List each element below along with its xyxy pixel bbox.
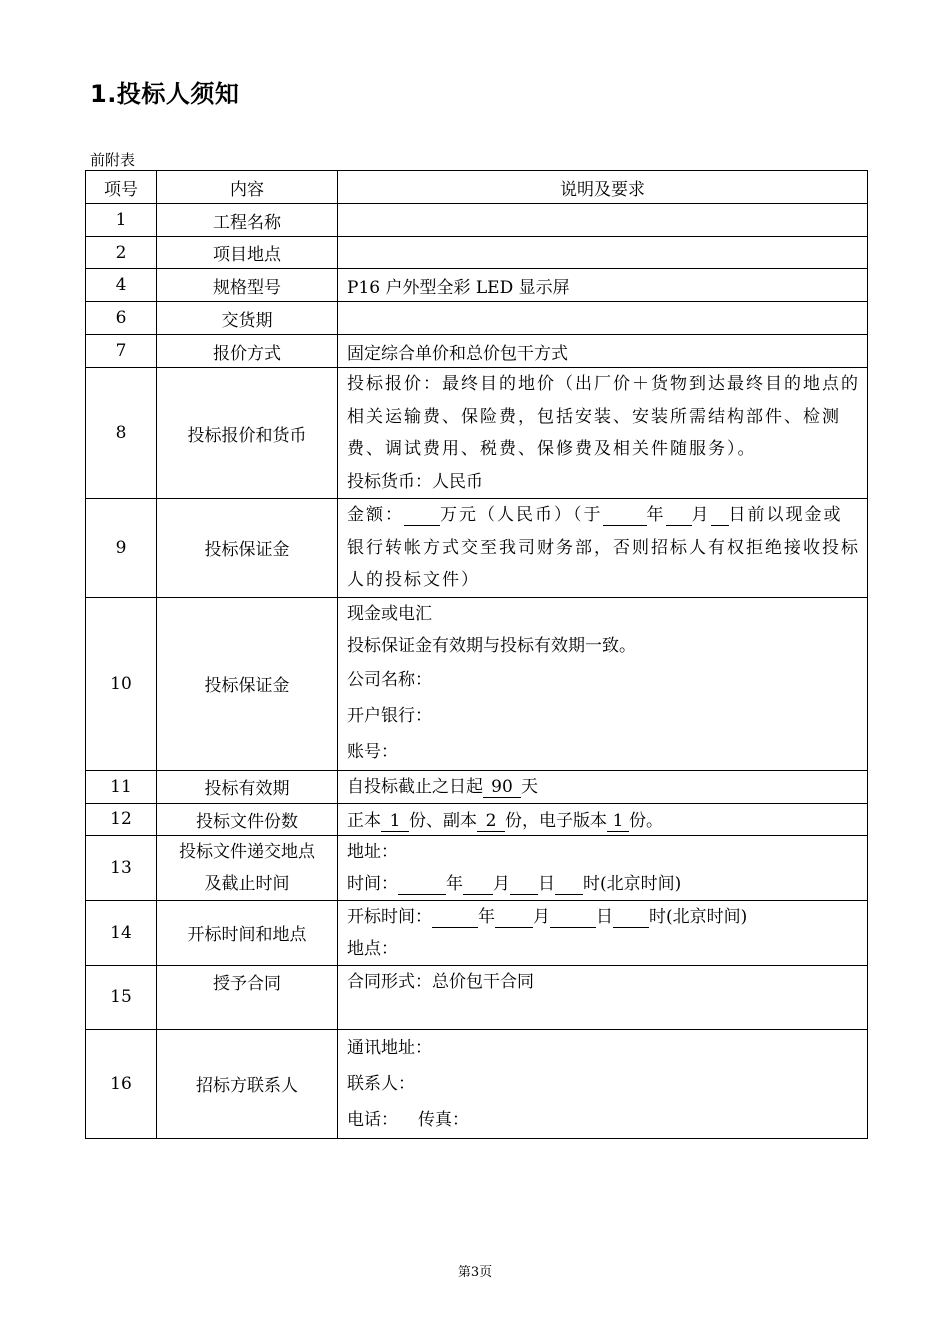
row-no: 1 xyxy=(86,204,157,237)
row-no: 9 xyxy=(86,499,157,598)
deposit-tail: 日前以现金或银行转帐方式交至我司财务部，否则招标人有权拒绝接收投标人的投标文件） xyxy=(347,505,860,590)
bid-currency-text: 投标货币：人民币 xyxy=(347,471,483,492)
copy-label: 份、副本 xyxy=(409,811,477,831)
row-desc xyxy=(338,368,868,499)
table-row xyxy=(86,770,868,803)
month-label: 月 xyxy=(691,505,711,525)
contract-form: 合同形式：总价包干合同 xyxy=(347,971,534,992)
row-item: 规格型号 xyxy=(157,269,338,302)
table-header-row xyxy=(86,171,868,204)
row-desc xyxy=(338,499,868,598)
header-desc: 说明及要求 xyxy=(338,171,868,204)
day-label: 日 xyxy=(596,906,613,927)
contact-address-label: 通讯地址： xyxy=(347,1037,432,1058)
row-desc xyxy=(338,597,868,770)
row-no: 13 xyxy=(86,835,157,900)
header-item: 内容 xyxy=(157,171,338,204)
year-blank xyxy=(603,505,647,526)
row-desc xyxy=(338,237,868,269)
row-item: 投标有效期 xyxy=(157,770,338,803)
row-no: 11 xyxy=(86,770,157,803)
opening-time-label: 开标时间： xyxy=(347,906,432,927)
table-row xyxy=(86,900,868,965)
bid-info-table xyxy=(85,170,868,1139)
row-no: 7 xyxy=(86,335,157,368)
row-item: 开标时间和地点 xyxy=(157,900,338,965)
month-label: 月 xyxy=(493,873,510,894)
month-blank xyxy=(666,505,692,526)
row-item: 项目地点 xyxy=(157,237,338,269)
row-no: 14 xyxy=(86,900,157,965)
day-label: 日 xyxy=(538,873,555,894)
fax-label: 传真： xyxy=(418,1109,469,1130)
bank-label: 开户银行： xyxy=(347,705,432,726)
hour-blank xyxy=(613,907,649,928)
year-label: 年 xyxy=(478,906,495,927)
opening-time-line xyxy=(347,901,861,933)
row-desc xyxy=(338,302,868,335)
row-desc xyxy=(338,965,868,1029)
table-row xyxy=(86,499,868,598)
month-blank xyxy=(463,874,493,895)
row-item: 投标报价和货币 xyxy=(157,368,338,499)
deadline-line xyxy=(347,868,861,900)
row-no: 15 xyxy=(86,965,157,1029)
original-count: 1 xyxy=(381,811,409,832)
row-no: 10 xyxy=(86,597,157,770)
row-item: 授予合同 xyxy=(157,965,338,1029)
row-desc xyxy=(338,803,868,835)
row-desc: P16 户外型全彩 LED 显示屏 xyxy=(338,269,868,302)
hour-label: 时(北京时间) xyxy=(649,906,748,927)
day-blank xyxy=(711,505,729,526)
year-blank xyxy=(432,907,478,928)
row-desc: 固定综合单价和总价包干方式 xyxy=(338,335,868,368)
row-item: 交货期 xyxy=(157,302,338,335)
row-desc xyxy=(338,835,868,900)
copy-count: 2 xyxy=(477,811,505,832)
row-item: 报价方式 xyxy=(157,335,338,368)
hour-label: 时(北京时间) xyxy=(583,873,682,894)
row-item: 工程名称 xyxy=(157,204,338,237)
hour-blank xyxy=(555,874,583,895)
month-blank xyxy=(495,907,533,928)
month-label: 月 xyxy=(533,906,550,927)
amount-label: 金额： xyxy=(347,505,404,525)
contact-person-label: 联系人： xyxy=(347,1073,415,1094)
wan-text: 万元（人民币）（于 xyxy=(440,505,603,525)
payment-method: 现金或电汇 xyxy=(347,603,432,624)
table-row xyxy=(86,302,868,335)
table-row xyxy=(86,803,868,835)
row-no: 12 xyxy=(86,803,157,835)
table-row xyxy=(86,597,868,770)
year-label: 年 xyxy=(446,873,463,894)
electronic-count: 1 xyxy=(607,811,629,832)
phone-fax-line xyxy=(347,1102,861,1138)
electronic-label: 份，电子版本 xyxy=(505,811,607,831)
copies-tail: 份。 xyxy=(629,811,663,831)
year-label: 年 xyxy=(646,505,666,525)
deposit-text xyxy=(347,499,861,597)
row-no: 6 xyxy=(86,302,157,335)
header-no: 项号 xyxy=(86,171,157,204)
table-row xyxy=(86,965,868,1029)
deposit-validity: 投标保证金有效期与投标有效期一致。 xyxy=(347,635,636,656)
document-heading: 1.投标人须知 xyxy=(90,80,240,108)
row-no: 4 xyxy=(86,269,157,302)
item-line1: 投标文件递交地点 xyxy=(179,841,315,862)
row-item xyxy=(157,835,338,900)
row-desc xyxy=(338,770,868,803)
row-item: 投标文件份数 xyxy=(157,803,338,835)
bid-price-text: 投标报价：最终目的地价（出厂价＋货物到达最终目的地点的相关运输费、保险费，包括安装、安装所需结构部件、检测费、调试费用、税费、保修费及相关件随服务）。 xyxy=(347,374,860,459)
table-row xyxy=(86,269,868,302)
validity-prefix: 自投标截止之日起 xyxy=(347,776,483,797)
row-desc xyxy=(338,1029,868,1138)
amount-blank xyxy=(404,505,440,526)
table-row xyxy=(86,835,868,900)
table-row xyxy=(86,204,868,237)
table-row xyxy=(86,368,868,499)
row-desc xyxy=(338,900,868,965)
validity-suffix: 天 xyxy=(521,776,538,797)
row-no: 2 xyxy=(86,237,157,269)
day-blank xyxy=(550,907,596,928)
day-blank xyxy=(510,874,538,895)
row-desc xyxy=(338,204,868,237)
row-no: 8 xyxy=(86,368,157,499)
original-label: 正本 xyxy=(347,811,381,831)
table-caption: 前附表 xyxy=(90,151,136,169)
table-row xyxy=(86,237,868,269)
opening-place-label: 地点： xyxy=(347,938,398,959)
row-no: 16 xyxy=(86,1029,157,1138)
account-label: 账号： xyxy=(347,741,398,762)
row-item: 招标方联系人 xyxy=(157,1029,338,1138)
time-label: 时间： xyxy=(347,873,398,894)
phone-label: 电话： xyxy=(347,1109,398,1130)
validity-days: 90 xyxy=(483,777,521,798)
table-row xyxy=(86,335,868,368)
table-row xyxy=(86,1029,868,1138)
row-item: 投标保证金 xyxy=(157,499,338,598)
submit-address-label: 地址： xyxy=(347,841,398,862)
year-blank xyxy=(398,874,446,895)
company-name-label: 公司名称： xyxy=(347,669,432,690)
row-item: 投标保证金 xyxy=(157,597,338,770)
item-line2: 及截止时间 xyxy=(204,873,290,894)
page-number: 第3页 xyxy=(457,1265,493,1280)
